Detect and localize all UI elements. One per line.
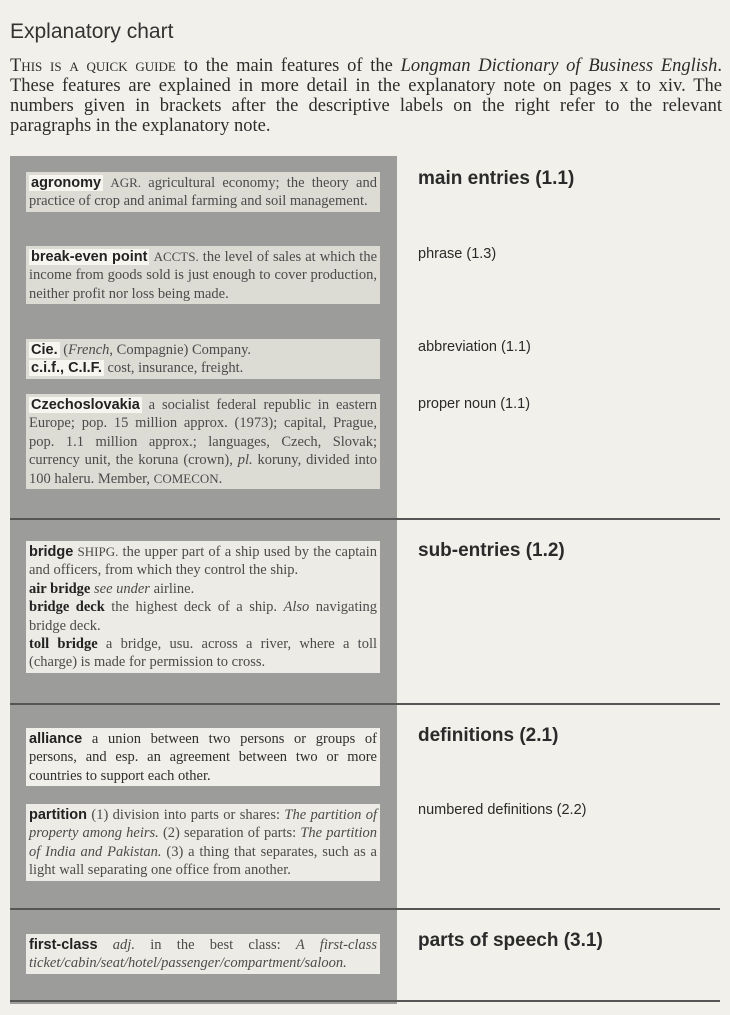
intro-paragraph	[10, 56, 722, 136]
sub-entry-headword: air bridge	[29, 580, 91, 597]
intro-book-title: Longman Dictionary of Business English	[400, 56, 718, 76]
headword: Cie.	[31, 342, 58, 358]
intro-text-1: to the main features of the	[175, 56, 401, 76]
definition-text: airline.	[149, 580, 195, 597]
section-divider	[10, 518, 720, 520]
definition-text: the level of sales at which the income from goods sold is just enough to cover production, neither profit nor loss being made.	[29, 249, 378, 302]
entry-break-even-point	[26, 246, 380, 304]
headword: break-even point	[31, 249, 148, 265]
definition-text: a bridge, usu. across a river, where a toll (charge) is made for permission to cross.	[29, 636, 378, 671]
label-numbered-definitions: numbered definitions (2.2)	[418, 802, 587, 818]
definition-text: a thing that separates, such as a light wall separating one office from another.	[29, 843, 377, 879]
label-phrase: phrase (1.3)	[418, 246, 497, 262]
headword: alliance	[29, 731, 83, 747]
entry-first-class	[26, 934, 380, 974]
intro-text-2: . These features are explained in more detail in the explanatory note on pages x to xiv. The numbers given in brackets after the descriptive labels on the right refer to the relevant paragraphs in the explanatory note.	[10, 56, 722, 136]
entry-cie	[26, 339, 380, 379]
section-divider	[10, 908, 720, 910]
definition-text: agricultural economy; the theory and practice of crop and animal farming and soil management.	[29, 175, 377, 210]
subject-label: SHIPG.	[77, 544, 119, 559]
also-label: Also	[283, 599, 310, 616]
cross-reference: COMECON	[153, 470, 219, 486]
definition-text: the highest deck of a ship.	[104, 599, 284, 616]
definition-number: (2)	[158, 825, 180, 842]
headword: Czechoslovakia	[31, 397, 140, 413]
definition-text: navigating bridge deck.	[29, 599, 377, 634]
label-parts-of-speech: parts of speech (3.1)	[418, 930, 603, 951]
period: .	[218, 470, 223, 487]
sub-entry-headword: bridge deck	[29, 599, 105, 616]
label-abbreviation: abbreviation (1.1)	[418, 339, 531, 355]
entry-agronomy	[26, 172, 380, 212]
see-under: see under	[90, 580, 150, 597]
headword: first-class	[29, 937, 98, 953]
bracket-open: (	[59, 342, 69, 358]
subject-label: ACCTS.	[153, 249, 199, 264]
section-divider	[10, 703, 720, 705]
page-title: Explanatory chart	[10, 20, 174, 43]
headword: partition	[29, 807, 87, 823]
label-proper-noun: proper noun (1.1)	[418, 396, 531, 412]
example-text: The partition of property among heirs.	[29, 807, 377, 842]
definition-number: (3)	[161, 843, 184, 860]
definition-text: cost, insurance, freight.	[103, 360, 244, 377]
headword: c.i.f., C.I.F.	[31, 360, 102, 377]
entry-alliance	[26, 728, 380, 786]
definition-number: (1)	[87, 807, 109, 823]
definition-text: the upper part of a ship used by the captain and officers, from which they control the ship.	[29, 544, 377, 579]
definition-text: , Compagnie) Company.	[109, 342, 252, 358]
definition-text: a union between two persons or groups of persons, and esp. an agreement between two or more countries to support each other.	[29, 731, 377, 784]
entry-czechoslovakia	[26, 394, 380, 489]
headword: agronomy	[31, 175, 102, 191]
entry-partition	[26, 804, 380, 881]
origin-label: French	[68, 342, 110, 358]
part-of-speech: adj.	[97, 937, 135, 953]
intro-lead: This is a quick guide	[10, 56, 176, 76]
definition-text: in the best class:	[134, 937, 296, 953]
definition-text: koruny, divided into 100 haleru. Member,	[29, 452, 377, 487]
example-text: The partition of India and Pakistan.	[29, 825, 377, 860]
headword: bridge	[29, 544, 74, 560]
definition-text: a socialist federal republic in eastern Europe; pop. 15 million approx. (1973); capital, Prague, pop. 1.1 million approx.; languages, Czech, Slovak; currency unit, the koruna (crown),	[29, 397, 377, 469]
label-definitions: definitions (2.1)	[418, 725, 559, 746]
example-text: A first-class ticket/cabin/seat/hotel/passenger/compartment/saloon.	[29, 937, 377, 972]
label-main-entries: main entries (1.1)	[418, 168, 575, 189]
definition-text: division into parts or shares:	[108, 807, 285, 823]
definition-text: separation of parts:	[179, 825, 301, 842]
sub-entry-headword: toll bridge	[29, 636, 98, 653]
entry-bridge	[26, 541, 380, 673]
section-divider	[10, 1000, 720, 1002]
subject-label: AGR.	[110, 175, 142, 190]
plural-label: pl.	[237, 452, 253, 469]
label-sub-entries: sub-entries (1.2)	[418, 540, 565, 561]
